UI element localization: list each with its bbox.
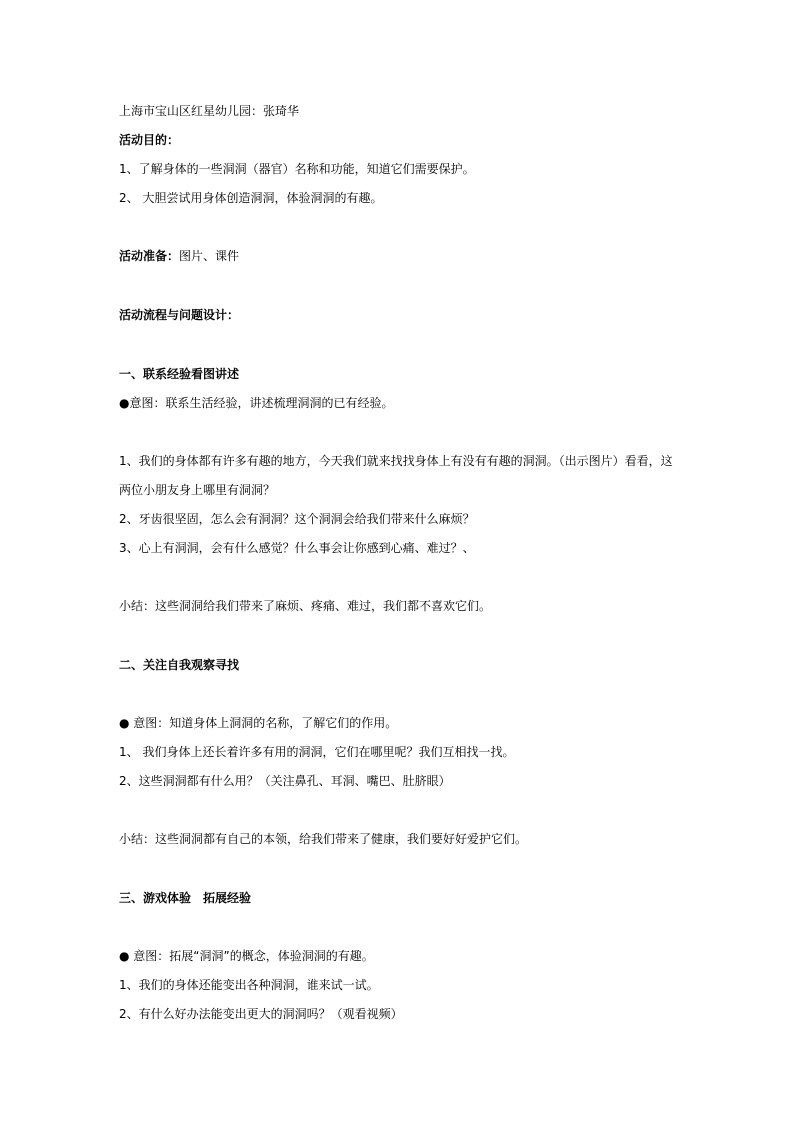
section1-question-2: 2、牙齿很坚固，怎么会有洞洞？这个洞洞会给我们带来什么麻烦？ <box>119 512 475 526</box>
section3-question-1: 1、我们的身体还能变出各种洞洞，谁来试一试。 <box>119 978 379 992</box>
section1-summary: 小结：这些洞洞给我们带来了麻烦、疼痛、难过，我们都不喜欢它们。 <box>119 599 492 613</box>
section1-intent: ●意图：联系生活经验，讲述梳理洞洞的已有经验。 <box>119 396 394 410</box>
objective-item-1: 1、了解身体的一些洞洞（器官）名称和功能，知道它们需要保护。 <box>119 162 475 176</box>
preparation-text: 图片、课件 <box>179 249 240 263</box>
section1-heading: 一、联系经验看图讲述 <box>119 367 240 381</box>
section3-heading: 三、游戏体验 拓展经验 <box>119 891 252 905</box>
section2-question-1: 1、 我们身体上还长着许多有用的洞洞，它们在哪里呢？我们互相找一找。 <box>119 745 515 759</box>
section3-question-2: 2、有什么好办法能变出更大的洞洞吗？（观看视频） <box>119 1007 403 1021</box>
section2-heading: 二、关注自我观察寻找 <box>119 658 240 672</box>
section1-question-1-line-1: 1、我们的身体都有许多有趣的地方，今天我们就来找找身体上有没有有趣的洞洞。（出示图片）看看，这 <box>119 454 673 468</box>
section1-question-3: 3、心上有洞洞，会有什么感觉？什么事会让你感到心痛、难过？、 <box>119 541 475 555</box>
preparation-line <box>119 248 239 264</box>
flow-heading: 活动流程与问题设计： <box>119 308 240 322</box>
section2-intent: ● 意图：知道身体上洞洞的名称，了解它们的作用。 <box>119 716 398 730</box>
section2-summary: 小结：这些洞洞都有自己的本领，给我们带来了健康，我们要好好爱护它们。 <box>119 832 528 846</box>
author-line: 上海市宝山区红星幼儿园：张琦华 <box>119 104 300 118</box>
objective-item-2: 2、 大胆尝试用身体创造洞洞，体验洞洞的有趣。 <box>119 191 383 205</box>
preparation-heading: 活动准备： <box>119 249 180 263</box>
section3-intent: ● 意图：拓展“洞洞”的概念，体验洞洞的有趣。 <box>119 949 374 963</box>
section1-question-1-line-2: 两位小朋友身上哪里有洞洞？ <box>119 483 276 497</box>
objectives-heading: 活动目的： <box>119 133 180 147</box>
section2-question-2: 2、这些洞洞都有什么用？（关注鼻孔、耳洞、嘴巴、肚脐眼） <box>119 774 451 788</box>
